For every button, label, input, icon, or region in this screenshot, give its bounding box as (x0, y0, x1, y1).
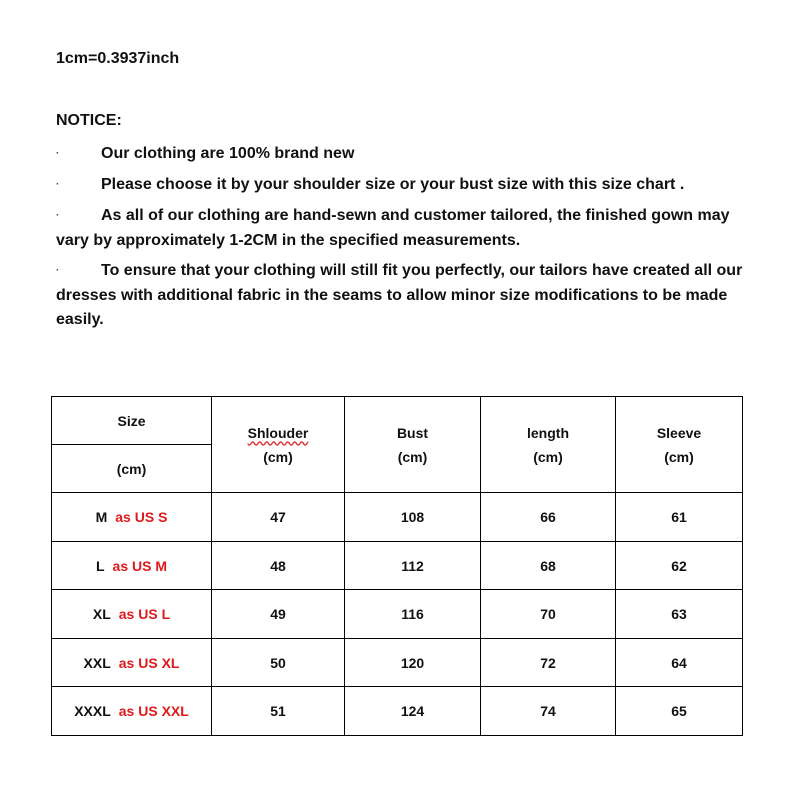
header-shoulder (212, 397, 345, 493)
bullet: · (56, 148, 60, 159)
header-bust-label: Bust (396, 424, 429, 441)
notice-item (56, 142, 756, 167)
us-size: as US L (118, 606, 171, 622)
shoulder-value: 50 (212, 639, 345, 687)
table-row (52, 590, 743, 639)
sleeve-value: 62 (616, 542, 743, 590)
bust-value: 108 (345, 493, 481, 542)
notice-title: NOTICE: (56, 112, 122, 129)
notice-text: As all of our clothing are hand-sewn and customer tailored, the finished gown may vary by approximately 1-2CM in the specified measurements. (56, 207, 730, 249)
notice-item (56, 259, 756, 333)
header-bust (345, 397, 481, 493)
notice-text: Please choose it by your shoulder size or your bust size with this size chart . (101, 176, 685, 193)
shoulder-value: 47 (212, 493, 345, 542)
header-length-label: length (527, 424, 569, 441)
header-shoulder-label: Shlouder (247, 424, 309, 441)
header-shoulder-unit: (cm) (263, 448, 293, 465)
header-sleeve (616, 397, 743, 493)
conversion-note: 1cm=0.3937inch (56, 50, 180, 67)
size-cell (52, 493, 212, 542)
sleeve-value: 64 (616, 639, 743, 687)
length-value: 70 (481, 590, 616, 639)
size-code: XXL (83, 654, 111, 671)
bust-value: 112 (345, 542, 481, 590)
us-size: as US M (112, 557, 168, 574)
length-value: 68 (481, 542, 616, 590)
header-length-unit: (cm) (533, 448, 563, 465)
length-value: 74 (481, 687, 616, 736)
us-size: as US S (115, 509, 168, 525)
length-value: 66 (481, 493, 616, 542)
header-bust-unit: (cm) (397, 448, 428, 465)
size-code: XL (92, 606, 111, 622)
size-cell (52, 639, 212, 687)
size-cell (52, 590, 212, 639)
length-value: 72 (481, 639, 616, 687)
size-code: M (95, 509, 108, 525)
bullet: · (56, 179, 60, 190)
sleeve-value: 61 (616, 493, 743, 542)
table-row (52, 687, 743, 736)
header-sleeve-label: Sleeve (656, 424, 702, 441)
size-code: XXXL (74, 703, 111, 719)
header-sleeve-unit: (cm) (664, 448, 694, 465)
header-size: Size (52, 397, 212, 445)
shoulder-value: 51 (212, 687, 345, 736)
us-size: as US XL (118, 654, 180, 671)
bust-value: 116 (345, 590, 481, 639)
sleeve-value: 65 (616, 687, 743, 736)
size-code: L (95, 557, 105, 574)
bullet: · (56, 265, 60, 276)
size-chart-table (51, 396, 743, 736)
bust-value: 124 (345, 687, 481, 736)
shoulder-value: 48 (212, 542, 345, 590)
notice-text: To ensure that your clothing will still fit you perfectly, our tailors have created all our dresses with additional fabric in the seams to allow minor size modifications to be made easily. (56, 262, 743, 328)
us-size: as US XXL (118, 703, 189, 719)
header-length (481, 397, 616, 493)
bullet: · (56, 210, 60, 221)
table-row (52, 542, 743, 590)
bust-value: 120 (345, 639, 481, 687)
table-row (52, 639, 743, 687)
header-size-unit: (cm) (52, 445, 212, 493)
table-row (52, 493, 743, 542)
size-cell (52, 687, 212, 736)
notice-item (56, 204, 756, 253)
sleeve-value: 63 (616, 590, 743, 639)
size-cell (52, 542, 212, 590)
notice-text: Our clothing are 100% brand new (101, 145, 355, 162)
shoulder-value: 49 (212, 590, 345, 639)
notice-item (56, 173, 756, 198)
